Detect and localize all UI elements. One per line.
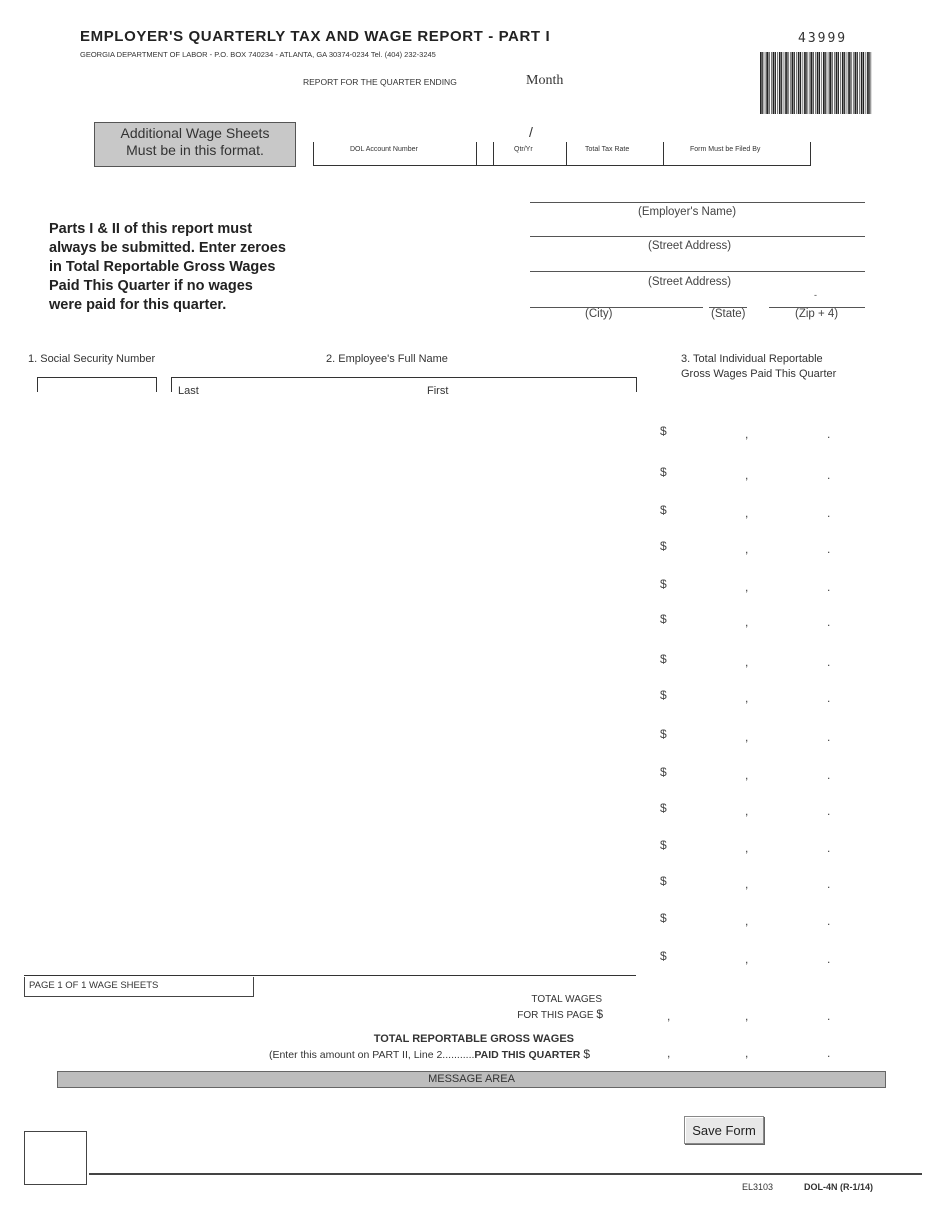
quarter-ending-value[interactable]: Month xyxy=(526,73,564,88)
barcode-bar xyxy=(785,52,787,114)
wages-column-header-2: Gross Wages Paid This Quarter xyxy=(681,368,837,380)
form-code: EL3103 xyxy=(742,1182,774,1192)
state-label: (State) xyxy=(711,308,746,320)
wage-decimal: . xyxy=(827,730,831,744)
wage-decimal: . xyxy=(827,427,831,441)
barcode-bar xyxy=(817,52,819,114)
barcode-bar xyxy=(766,52,768,114)
barcode-bar xyxy=(848,52,850,114)
notice-line: always be submitted. Enter zeroes xyxy=(49,240,286,256)
ssn-field-bracket xyxy=(156,377,157,392)
barcode-bar xyxy=(855,52,857,114)
wage-decimal: . xyxy=(827,768,831,782)
wage-dollar-sign: $ xyxy=(660,612,667,626)
wage-comma: , xyxy=(745,841,749,855)
barcode-bar xyxy=(832,52,833,114)
wage-comma: , xyxy=(745,877,749,891)
barcode-bar xyxy=(847,52,848,114)
barcode-bar xyxy=(775,52,776,114)
wage-dollar-sign: $ xyxy=(660,688,667,702)
total-gross-wages-label: TOTAL REPORTABLE GROSS WAGES xyxy=(373,1033,574,1045)
wage-comma: , xyxy=(745,952,749,966)
total-page-comma-1: , xyxy=(667,1009,671,1023)
street-address-1-label: (Street Address) xyxy=(648,240,732,252)
barcode-bar xyxy=(844,52,845,114)
barcode-bar xyxy=(792,52,794,114)
total-wages-label-1: TOTAL WAGES xyxy=(531,994,602,1005)
form-revision: DOL-4N (R-1/14) xyxy=(804,1182,874,1192)
quarter-ending-label: REPORT FOR THE QUARTER ENDING xyxy=(303,77,457,87)
wage-comma: , xyxy=(745,542,749,556)
wage-comma: , xyxy=(745,655,749,669)
field-divider xyxy=(493,142,494,166)
ssn-field-bracket xyxy=(37,377,38,392)
barcode-bar xyxy=(863,52,864,114)
notice-line: in Total Reportable Gross Wages xyxy=(49,259,276,275)
barcode-bar xyxy=(853,52,854,114)
field-divider xyxy=(663,142,664,166)
barcode-bar xyxy=(760,52,762,114)
form-number: 43999 xyxy=(798,31,848,46)
barcode-bar xyxy=(869,52,870,114)
additional-line-2: Must be in this format. xyxy=(126,142,264,158)
zip-label: (Zip + 4) xyxy=(795,308,839,320)
employer-name-label: (Employer's Name) xyxy=(638,206,737,218)
wage-dollar-sign: $ xyxy=(660,539,667,553)
ssn-field-bracket xyxy=(37,377,157,378)
street-address-1-input[interactable] xyxy=(530,236,865,237)
name-column-header: 2. Employee's Full Name xyxy=(326,353,448,365)
barcode-bar xyxy=(866,52,867,114)
barcode-image xyxy=(760,52,872,114)
wage-decimal: . xyxy=(827,841,831,855)
barcode-bar xyxy=(867,52,869,114)
wage-dollar-sign: $ xyxy=(660,465,667,479)
wage-decimal: . xyxy=(827,468,831,482)
wage-decimal: . xyxy=(827,542,831,556)
wage-decimal: . xyxy=(827,615,831,629)
barcode-bar xyxy=(834,52,835,114)
wage-dollar-sign: $ xyxy=(660,577,667,591)
barcode-bar xyxy=(781,52,782,114)
wage-comma: , xyxy=(745,730,749,744)
total-gross-dot: . xyxy=(827,1046,831,1060)
total-gross-instruction xyxy=(150,1047,590,1061)
total-page-dollar: $ xyxy=(596,1007,603,1021)
notice-line: Paid This Quarter if no wages xyxy=(49,278,253,294)
wage-comma: , xyxy=(745,427,749,441)
gross-instruction-suffix: PAID THIS QUARTER xyxy=(474,1049,581,1061)
barcode-bar xyxy=(859,52,860,114)
barcode-bar xyxy=(829,52,831,114)
field-divider xyxy=(313,142,314,166)
barcode-bar xyxy=(803,52,804,114)
qtr-yr-field[interactable]: Qtr/Yr xyxy=(514,146,533,153)
barcode-bar xyxy=(806,52,807,114)
name-field-bracket xyxy=(636,377,637,392)
barcode-bar xyxy=(823,52,825,114)
additional-line-1: Additional Wage Sheets xyxy=(120,125,270,141)
wage-comma: , xyxy=(745,914,749,928)
wage-decimal: . xyxy=(827,691,831,705)
dol-account-number-field[interactable]: DOL Account Number xyxy=(350,146,418,153)
barcode-bar xyxy=(821,52,822,114)
form-title: EMPLOYER'S QUARTERLY TAX AND WAGE REPORT - PART I xyxy=(80,28,551,45)
barcode-bar xyxy=(857,52,858,114)
notice-line: Parts I & II of this report must xyxy=(49,221,253,237)
name-field-bracket xyxy=(171,377,172,392)
last-name-label: Last xyxy=(178,385,199,397)
wage-comma: , xyxy=(745,506,749,520)
field-divider xyxy=(810,142,811,166)
barcode-bar xyxy=(828,52,829,114)
save-form-button[interactable]: Save Form xyxy=(684,1116,764,1144)
city-input[interactable] xyxy=(530,307,703,308)
barcode-bar xyxy=(794,52,795,114)
gross-instruction-prefix: (Enter this amount on PART II, Line 2........... xyxy=(268,1049,475,1061)
page-count-box: PAGE 1 OF 1 WAGE SHEETS xyxy=(24,977,254,997)
wage-dollar-sign: $ xyxy=(660,874,667,888)
wage-dollar-sign: $ xyxy=(660,765,667,779)
barcode-bar xyxy=(777,52,778,114)
total-gross-comma-1: , xyxy=(667,1046,671,1060)
field-baseline xyxy=(313,165,811,166)
field-divider xyxy=(476,142,477,166)
wage-comma: , xyxy=(745,691,749,705)
barcode-bar xyxy=(773,52,775,114)
street-address-2-label: (Street Address) xyxy=(648,276,732,288)
barcode-bar xyxy=(779,52,781,114)
barcode-bar xyxy=(850,52,851,114)
wage-dollar-sign: $ xyxy=(660,652,667,666)
barcode-bar xyxy=(836,52,838,114)
field-divider xyxy=(566,142,567,166)
wage-decimal: . xyxy=(827,804,831,818)
wage-comma: , xyxy=(745,768,749,782)
barcode-bar xyxy=(842,52,844,114)
qtr-yr-slash: / xyxy=(529,124,533,140)
wages-column-header-1: 3. Total Individual Reportable xyxy=(681,353,823,365)
department-address: GEORGIA DEPARTMENT OF LABOR - P.O. BOX 740234 - ATLANTA, GA 30374-0234 Tel. (404) 232-3245 xyxy=(80,50,436,59)
wage-dollar-sign: $ xyxy=(660,949,667,963)
city-label: (City) xyxy=(585,308,613,320)
barcode-bar xyxy=(825,52,826,114)
barcode-bar xyxy=(762,52,763,114)
wage-dollar-sign: $ xyxy=(660,801,667,815)
barcode-bar xyxy=(819,52,820,114)
wage-dollar-sign: $ xyxy=(660,424,667,438)
barcode-bar xyxy=(769,52,770,114)
filed-by-field[interactable]: Form Must be Filed By xyxy=(690,146,761,153)
barcode-bar xyxy=(784,52,785,114)
wage-dollar-sign: $ xyxy=(660,838,667,852)
barcode-bar xyxy=(810,52,812,114)
barcode-bar xyxy=(800,52,801,114)
barcode-bar xyxy=(838,52,839,114)
wage-decimal: . xyxy=(827,914,831,928)
wage-comma: , xyxy=(745,580,749,594)
employer-name-input[interactable] xyxy=(530,202,865,203)
wage-dollar-sign: $ xyxy=(660,911,667,925)
total-gross-dollar: $ xyxy=(583,1047,590,1061)
barcode-bar xyxy=(840,52,841,114)
wage-decimal: . xyxy=(827,580,831,594)
barcode-bar xyxy=(809,52,810,114)
wage-dollar-sign: $ xyxy=(660,727,667,741)
barcode-bar xyxy=(861,52,863,114)
total-page-dot: . xyxy=(827,1009,831,1023)
wage-decimal: . xyxy=(827,506,831,520)
name-field-bracket xyxy=(171,377,637,378)
barcode-bar xyxy=(787,52,788,114)
wage-decimal: . xyxy=(827,655,831,669)
barcode-bar xyxy=(796,52,797,114)
total-wages-label-text: FOR THIS PAGE xyxy=(517,1010,594,1021)
total-wages-label-2 xyxy=(460,1007,603,1021)
wage-comma: , xyxy=(745,804,749,818)
ssn-column-header: 1. Social Security Number xyxy=(28,353,156,365)
street-address-2-input[interactable] xyxy=(530,271,865,272)
additional-wage-sheets-notice xyxy=(94,122,296,167)
first-name-label: First xyxy=(427,385,449,397)
message-area: MESSAGE AREA xyxy=(57,1071,886,1088)
total-tax-rate-field[interactable]: Total Tax Rate xyxy=(585,146,630,153)
barcode-bar xyxy=(804,52,806,114)
wage-decimal: . xyxy=(827,877,831,891)
wage-comma: , xyxy=(745,615,749,629)
barcode-bar xyxy=(815,52,816,114)
rows-bottom-rule xyxy=(24,975,636,976)
zip-dash: - xyxy=(814,290,817,300)
barcode-bar xyxy=(765,52,766,114)
notice-line: were paid for this quarter. xyxy=(49,297,227,313)
barcode-bar xyxy=(790,52,791,114)
submission-notice xyxy=(49,220,286,315)
wage-dollar-sign: $ xyxy=(660,503,667,517)
total-gross-comma-2: , xyxy=(745,1046,749,1060)
barcode-bar xyxy=(798,52,800,114)
total-page-comma-2: , xyxy=(745,1009,749,1023)
barcode-bar xyxy=(813,52,814,114)
wage-decimal: . xyxy=(827,952,831,966)
wage-comma: , xyxy=(745,468,749,482)
corner-box xyxy=(24,1131,87,1185)
footer-rule xyxy=(89,1173,922,1175)
barcode-bar xyxy=(771,52,772,114)
